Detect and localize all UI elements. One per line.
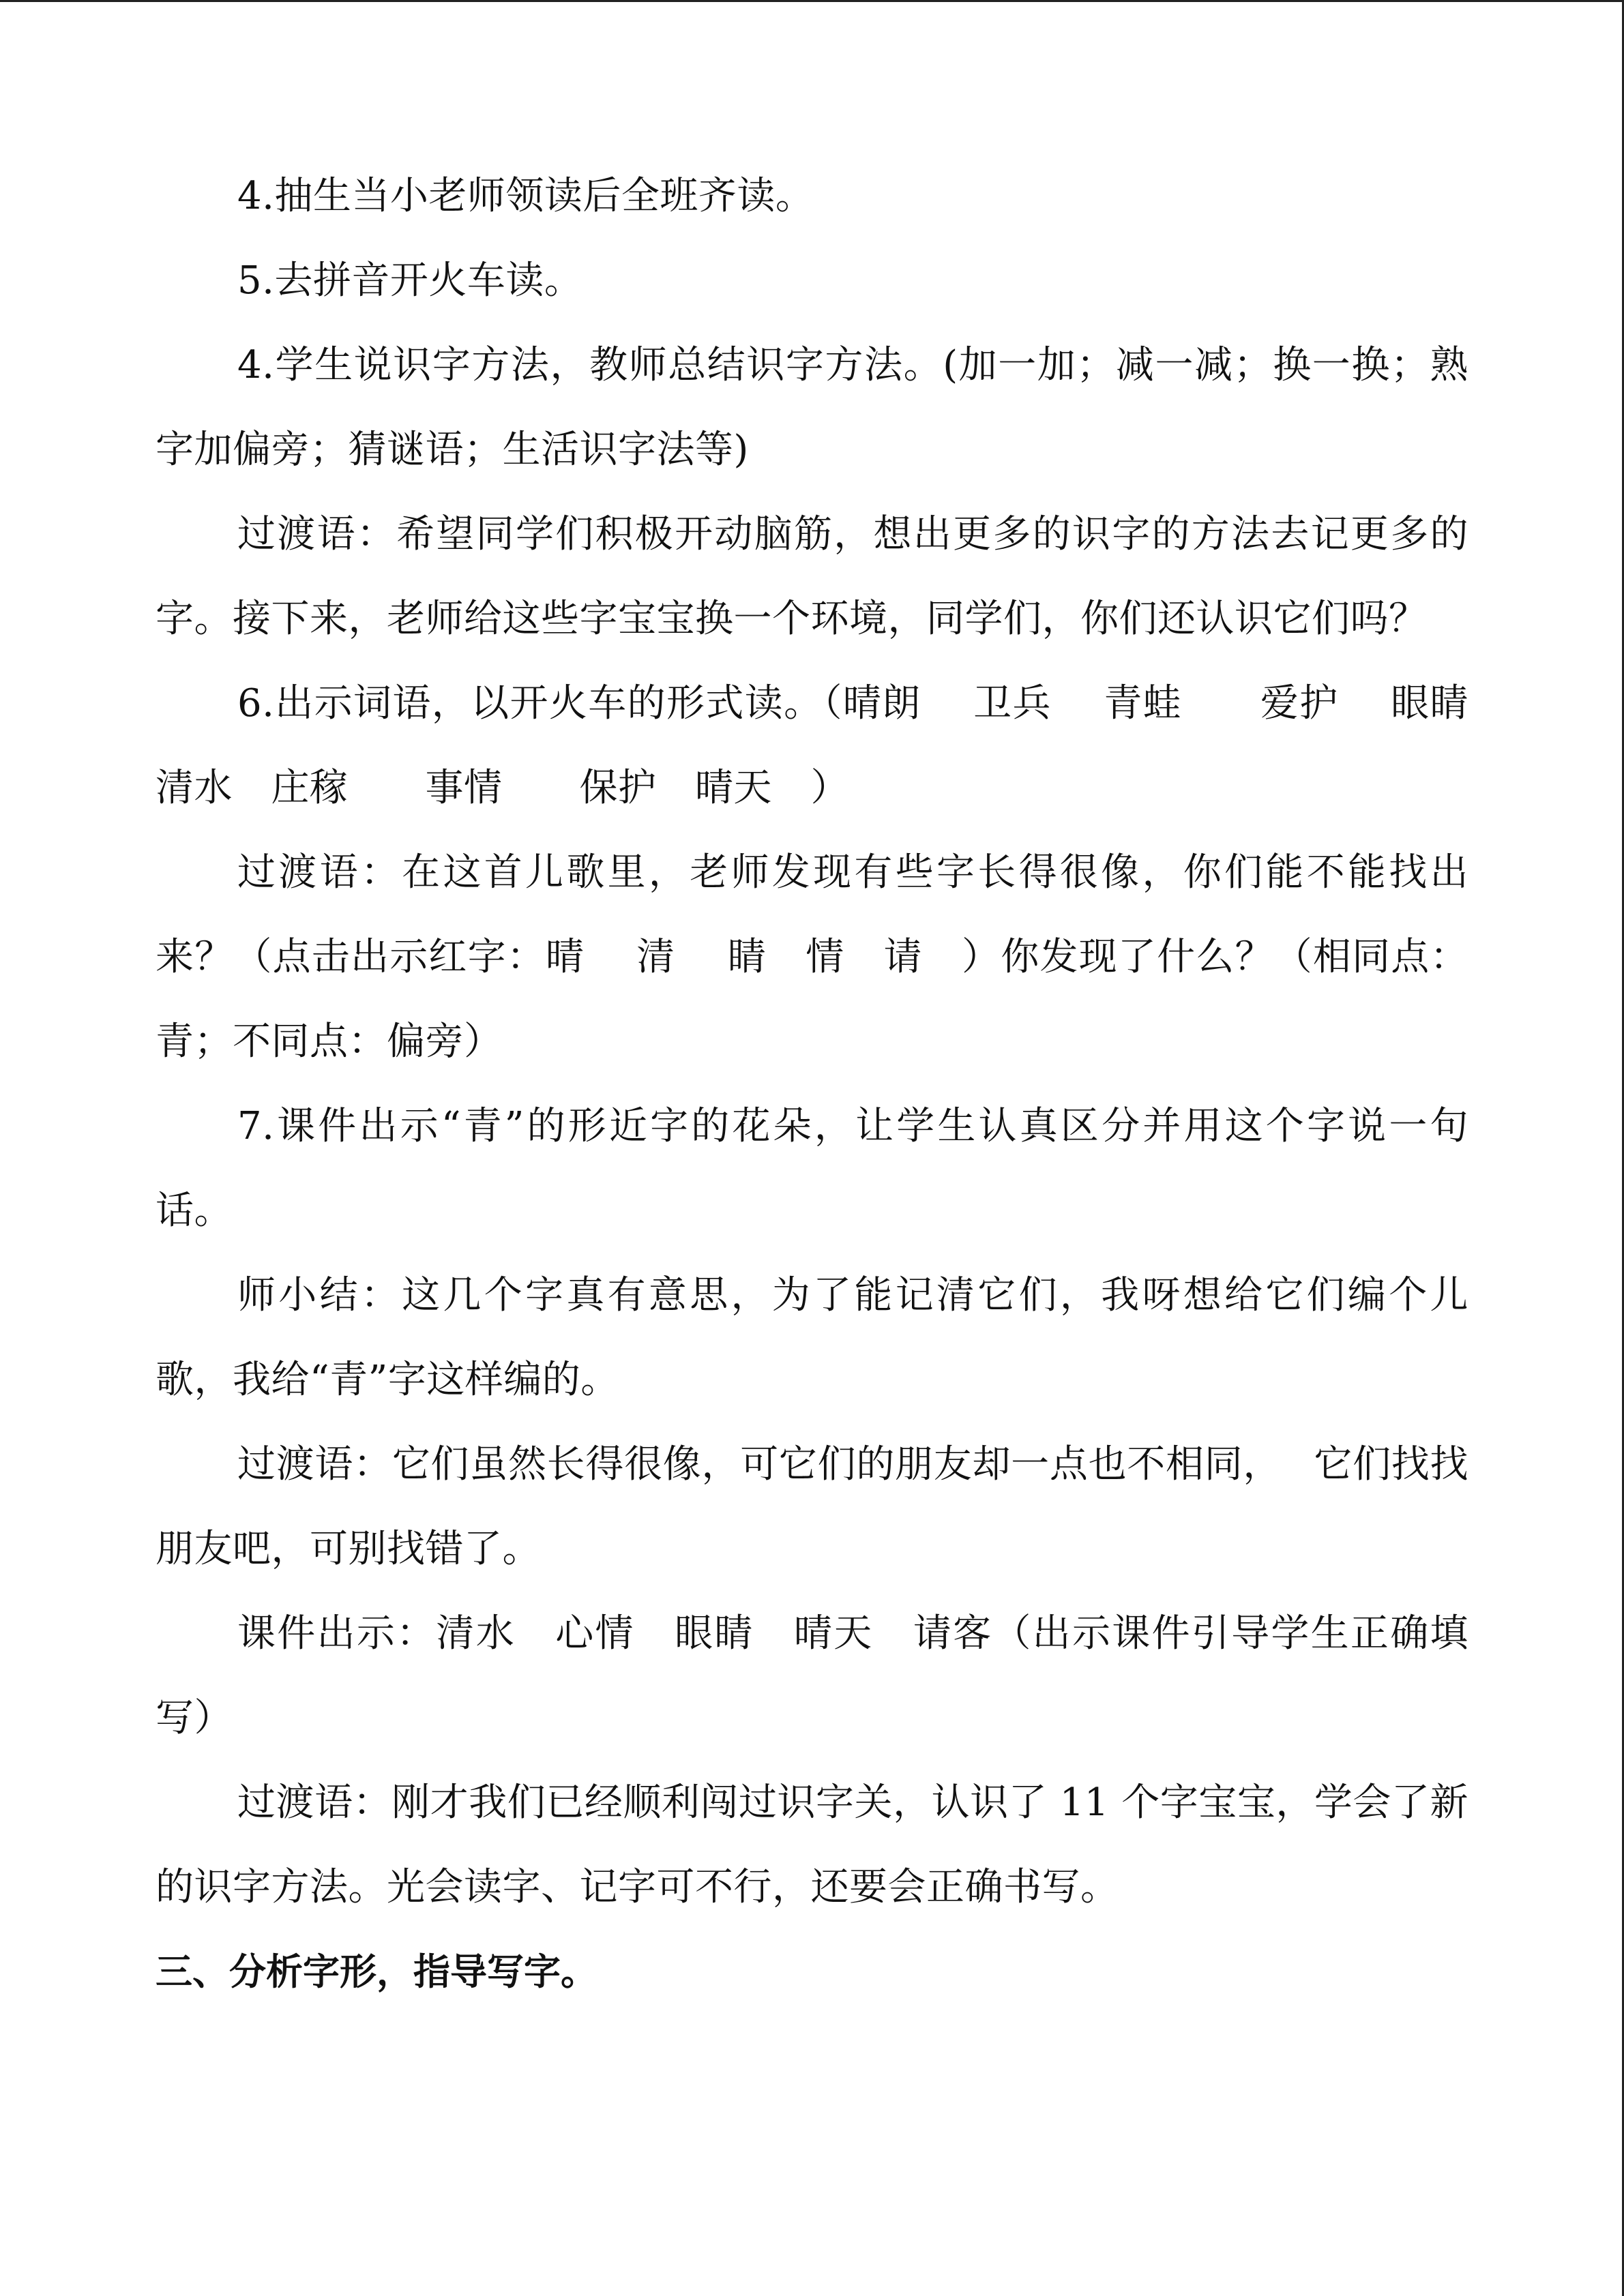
- document-body: [156, 154, 1507, 2014]
- paragraph-7-courseware-flowers: 7.课件出示“青”的形近字的花朵，让学生认真区分并用这个字说一句话。: [156, 1104, 1468, 1233]
- paragraph-transition-2: 过渡语：在这首儿歌里，老师发现有些字长得很像，你们能不能找出来？（点击出示红字：晴 清 睛 情 请 ）你发现了什么？（相同点：青；不同点：偏旁）: [156, 850, 1468, 1064]
- paragraph-courseware-words: 课件出示：清水 心情 眼睛 晴天 请客（出示课件引导学生正确填写）: [156, 1611, 1468, 1740]
- paragraph-4-lead-reading: 4.抽生当小老师领读后全班齐读。: [237, 174, 814, 218]
- section-heading: 三、分析字形，指导写字。: [156, 1950, 597, 1993]
- paragraph-transition-3: 过渡语：它们虽然长得很像，可它们的朋友却一点也不相同， 它们找找朋友吧，可别找错了。: [156, 1442, 1468, 1571]
- paragraph-4-literacy-methods: 4.学生说识字方法，教师总结识字方法。(加一加；减一减；换一换；熟字加偏旁；猜谜语；生活识字法等): [156, 343, 1468, 472]
- paragraph-transition-4: 过渡语：刚才我们已经顺利闯过识字关，认识了 11 个字宝宝，学会了新的识字方法。光会读字、记字可不行，还要会正确书写。: [156, 1780, 1468, 1909]
- paragraph-teacher-summary: 师小结：这几个字真有意思，为了能记清它们，我呀想给它们编个儿歌，我给“青”字这样编的。: [156, 1273, 1468, 1402]
- paragraph-transition-1: 过渡语：希望同学们积极开动脑筋，想出更多的识字的方法去记更多的字。接下来，老师给这些字宝宝换一个环境，同学们，你们还认识它们吗？: [156, 512, 1468, 641]
- paragraph-5-train-reading: 5.去拼音开火车读。: [237, 258, 583, 303]
- paragraph-6-show-words: 6.出示词语，以开火车的形式读。（晴朗 卫兵 青蛙 爱护 眼睛 清水 庄稼 事情 保护 晴天 ）: [156, 681, 1507, 810]
